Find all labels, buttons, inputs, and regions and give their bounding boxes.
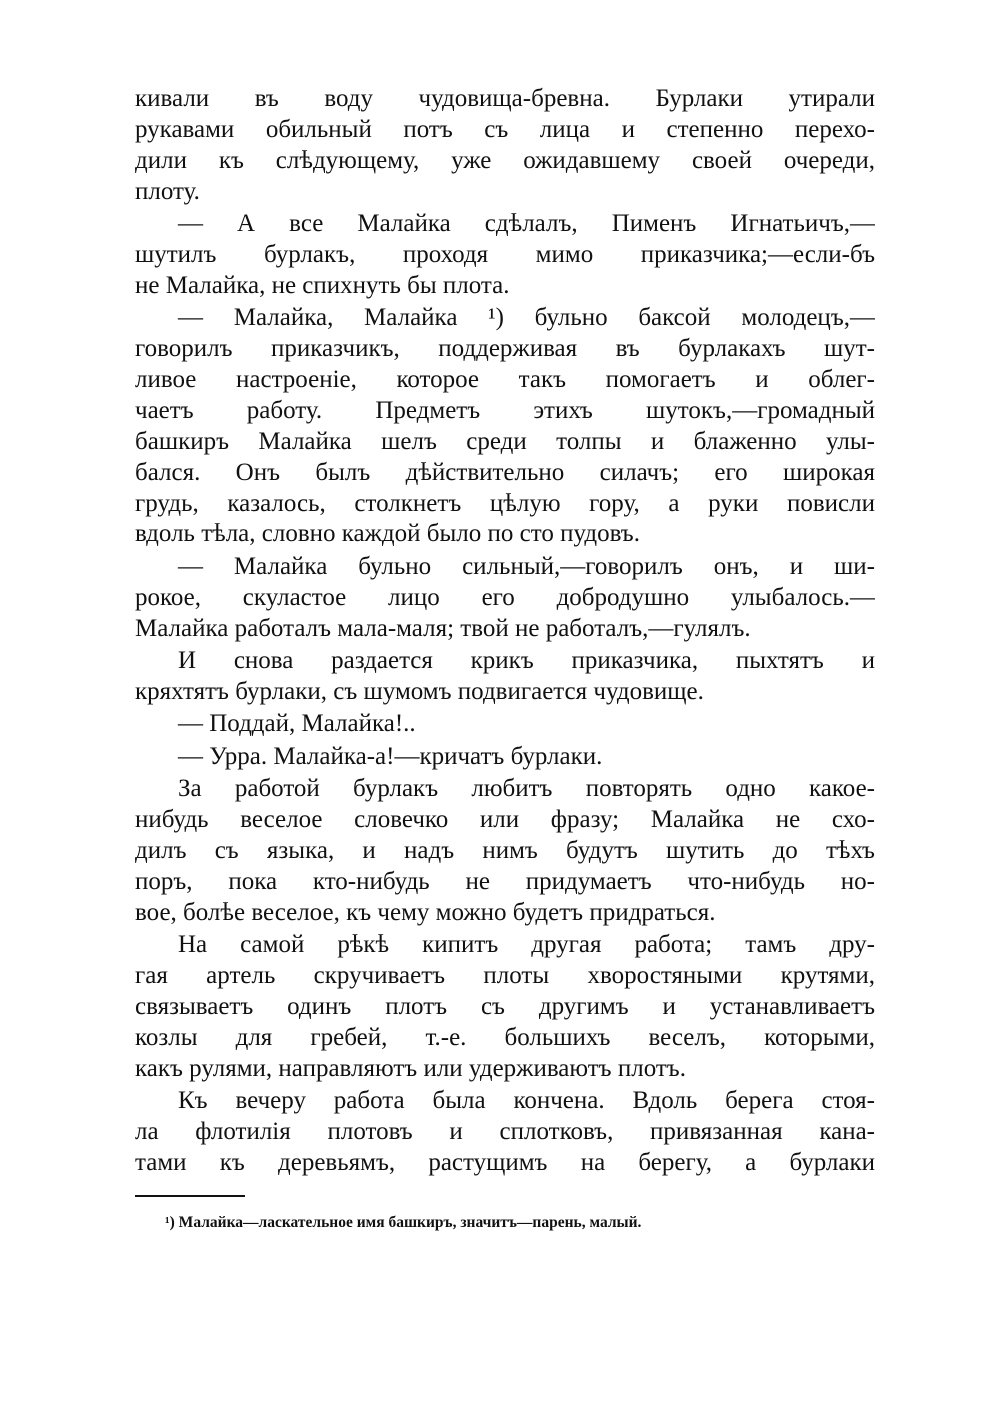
text-line: какъ рулями, направляютъ или удерживаютъ плотъ. — [135, 1054, 686, 1082]
text-line: И снова раздается крикъ приказчика, пыхтятъ и — [178, 647, 875, 675]
text-line: вдоль тѣла, словно каждой было по сто пудовъ. — [135, 520, 640, 548]
footnote-rule — [135, 1195, 245, 1197]
text-line: Къ вечеру работа была кончена. Вдоль берега стоя- — [178, 1087, 875, 1114]
text-line: — А все Малайка сдѣлалъ, Пименъ Игнатьичъ,— — [178, 210, 875, 238]
text-line: Малайка работалъ мала-маля; твой не работалъ,—гулялъ. — [135, 614, 751, 642]
text-line: нибудь веселое словечко или фразу; Малайка не схо- — [135, 805, 875, 833]
text-line: кряхтятъ бурлаки, съ шумомъ подвигается чудовище. — [135, 677, 704, 705]
text-line: — Малайка бульно сильный,—говорилъ онъ, и ши- — [178, 552, 875, 580]
paragraph — [135, 774, 875, 928]
text-line: башкиръ Малайка шелъ среди толпы и блаженно улы- — [135, 427, 875, 455]
paragraph — [135, 84, 875, 208]
text-line: тами къ деревьямъ, растущимъ на берегу, а бурлаки — [135, 1148, 875, 1176]
text-line: — Урра. Малайка-а!—кричатъ бурлаки. — [178, 742, 603, 770]
text-line: говорилъ приказчикъ, поддерживая въ бурлакахъ шут- — [135, 335, 875, 363]
text-line: На самой рѣкѣ кипитъ другая работа; тамъ дру- — [178, 931, 875, 959]
text-line: рокое, скуластое лицо его добродушно улыбалось.— — [135, 583, 875, 611]
text-line: ла флотилія плотовъ и сплотковъ, привязанная кана- — [135, 1117, 875, 1145]
text-line: вое, болѣе веселое, къ чему можно будетъ придраться. — [135, 898, 716, 926]
text-line: козлы для гребей, т.-е. большихъ веселъ, которыми, — [135, 1023, 875, 1051]
text-line: дили къ слѣдующему, уже ожидавшему своей очереди, — [135, 146, 875, 174]
paragraph — [135, 1086, 875, 1179]
paragraph — [135, 303, 875, 550]
text-line: — Малайка, Малайка ¹) бульно баксой молодецъ,— — [178, 304, 875, 332]
paragraph — [135, 742, 875, 773]
paragraph — [135, 930, 875, 1084]
text-line: За работой бурлакъ любитъ повторять одно какое- — [178, 775, 875, 803]
text-line: ливое настроеніе, которое такъ помогаетъ и облег- — [135, 366, 875, 394]
footnote: ¹) Малайка—ласкательное имя башкиръ, значитъ—парень, малый. — [165, 1214, 642, 1231]
text-line: рукавами обильный потъ съ лица и степенно перехо- — [135, 115, 875, 143]
text-line: чаетъ работу. Предметъ этихъ шутокъ,—громадный — [135, 396, 875, 424]
text-line: дилъ съ языка, и надъ нимъ будутъ шутить до тѣхъ — [135, 836, 875, 864]
text-line: грудь, казалось, столкнетъ цѣлую гору, а руки повисли — [135, 489, 875, 517]
body-text — [135, 84, 875, 1179]
paragraph — [135, 552, 875, 645]
text-line: плоту. — [135, 177, 200, 205]
text-line: поръ, пока кто-нибудь не придумаетъ что-нибудь но- — [135, 867, 875, 895]
text-line: шутилъ бурлакъ, проходя мимо приказчика;—если-бъ — [135, 240, 875, 268]
text-line: связываетъ одинъ плотъ съ другимъ и устанавливаетъ — [135, 992, 875, 1020]
text-line: кивали въ воду чудовища-бревна. Бурлаки утирали — [135, 85, 875, 112]
paragraph — [135, 646, 875, 708]
paragraph — [135, 209, 875, 302]
text-line: гая артель скручиваетъ плоты хворостяными крутями, — [135, 961, 875, 989]
paragraph — [135, 709, 875, 740]
text-line: бался. Онъ былъ дѣйствительно силачъ; его широкая — [135, 458, 875, 486]
text-line: не Малайка, не спихнуть бы плота. — [135, 271, 510, 299]
text-line: — Поддай, Малайка!.. — [178, 710, 416, 738]
